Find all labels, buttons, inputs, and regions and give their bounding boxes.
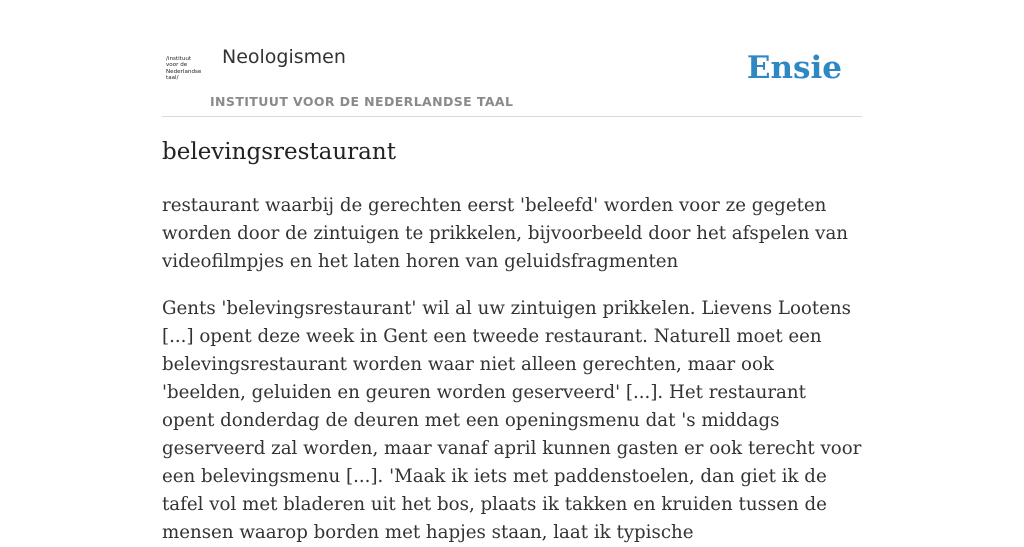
site-title[interactable]: Neologismen [222, 46, 346, 68]
entry-term: belevingsrestaurant [162, 139, 396, 165]
logo-line: Nederlandse [166, 68, 202, 75]
ensie-brand-link[interactable]: Ensie [746, 50, 842, 86]
logo-line: /instituut [166, 56, 192, 62]
site-header [162, 40, 862, 117]
logo-line: taal/ [166, 75, 179, 82]
entry-citation: Gents 'belevingsrestaurant' wil al uw zintuigen prikkelen. Lievens Lootens [...] opent deze week in Gent een tweede restaurant. Naturell moet een belevingsrestaurant worden waar niet alleen gerechten, maar ook 'beelden, geluiden en geuren worden geserveerd' [...]. Het restaurant opent donderdag de deuren met een openingsmenu dat 's middags geserveerd zal worden, maar vanaf april kunnen gasten er ook terecht voor een belevingsmenu [...]. 'Maak ik iets met paddenstoelen, dan giet ik de tafel vol met bladeren uit het bos, plaats ik takken en kruiden tussen de mensen waarop borden met hapjes staan, laat ik typische [162, 298, 862, 543]
institute-logo[interactable] [166, 56, 208, 90]
entry-definition: restaurant waarbij de gerechten eerst 'beleefd' worden voor ze gegeten worden door de zintuigen te prikkelen, bijvoorbeeld door het afspelen van videofilmpjes en het laten horen van geluidsfragmenten [162, 195, 849, 272]
logo-line: voor de [166, 62, 188, 69]
institute-name: INSTITUUT VOOR DE NEDERLANDSE TAAL [210, 94, 514, 109]
